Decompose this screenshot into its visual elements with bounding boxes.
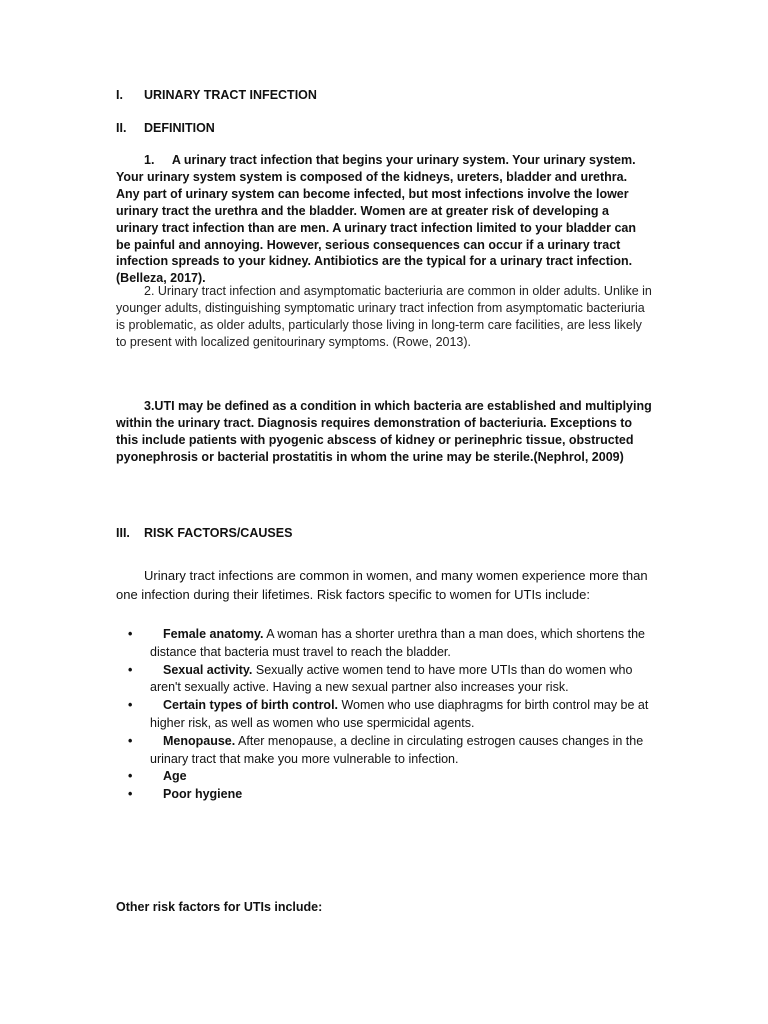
bullet-icon: • (128, 698, 133, 713)
item-lead: Female anatomy. (163, 627, 264, 641)
definition-paragraph-2: 2. Urinary tract infection and asymptomatic bacteriuria are common in older adults. Unlike in younger adults, distinguishing symptomatic urinary tract infection from asymptomatic bacteriuria is problematic, as older adults, particularly those living in long-term care facilities, are less likely to present with localized genitourinary symptoms. (Rowe, 2013). (116, 284, 652, 349)
section-title: RISK FACTORS/CAUSES (144, 526, 293, 540)
definition-paragraph-3: 3.UTI may be defined as a condition in which bacteria are established and multiplying within the urinary tract. Diagnosis requires demonstration of bacteriuria. Exceptions to this include patients with pyogenic abscess of kidney or perinephric tissue, obstructed pyonephrosis or bacterial prostatitis in whom the urine may be sterile.(Nephrol, 2009) (116, 399, 652, 464)
bullet-icon: • (128, 662, 133, 677)
paragraph-text: A urinary tract infection that begins your urinary system. Your urinary system. Your urinary system system is composed of the kidneys, ureters, bladder and urethra. Any part of urinary system can become infected, but most infections involve the lower urinary tract the urethra and the bladder. Women are at greater risk of developing a urinary tract infection than are men. A urinary tract infection limited to your bladder can be painful and annoying. However, serious consequences can occur if a urinary tract infection spreads to your kidney. Antibiotics are the typical for a urinary tract infection. (Belleza, 2017). (116, 153, 637, 286)
item-lead: Poor hygiene (163, 787, 243, 802)
item-text: Women who use diaphragms for birth control may be at higher risk, as well as women who use spermicidal agents. (150, 698, 649, 730)
section-number: III. (116, 526, 130, 540)
other-risk-factors-heading: Other risk factors for UTIs include: (116, 900, 323, 914)
item-lead: Age (163, 769, 187, 784)
risk-factor-list (116, 626, 656, 804)
list-item (116, 626, 656, 662)
section-heading-definition (116, 121, 215, 135)
section-heading-risk-factors (116, 526, 292, 540)
list-item (116, 768, 656, 786)
list-item (116, 733, 656, 769)
item-lead: Sexual activity. (163, 662, 253, 677)
bullet-icon: • (128, 733, 133, 748)
definition-paragraph-1 (116, 152, 652, 287)
item-text: A woman has a shorter urethra than a man does, which shortens the distance that bacteria must travel to reach the bladder. (150, 627, 645, 659)
item-lead: Certain types of birth control. (163, 698, 339, 713)
item-text: After menopause, a decline in circulating estrogen causes changes in the urinary tract that make you more vulnerable to infection. (150, 733, 644, 766)
item-text: Sexually active women tend to have more UTIs than do women who aren't sexually active. Having a new sexual partner also increases your risk. (150, 662, 633, 695)
item-lead: Menopause. (163, 733, 236, 748)
section-title: URINARY TRACT INFECTION (144, 88, 317, 102)
list-item (116, 786, 656, 804)
risk-intro-paragraph: Urinary tract infections are common in women, and many women experience more than one infection during their lifetimes. Risk factors specific to women for UTIs include: (116, 568, 648, 602)
bullet-icon: • (128, 769, 133, 784)
list-item (116, 662, 656, 698)
section-heading-urinary-tract-infection (116, 88, 317, 102)
section-number: II. (116, 121, 127, 135)
bullet-icon: • (128, 627, 133, 641)
bullet-icon: • (128, 787, 133, 802)
paragraph-number: 1. (144, 153, 155, 167)
section-title: DEFINITION (144, 121, 215, 135)
section-number: I. (116, 88, 123, 102)
list-item (116, 697, 656, 733)
